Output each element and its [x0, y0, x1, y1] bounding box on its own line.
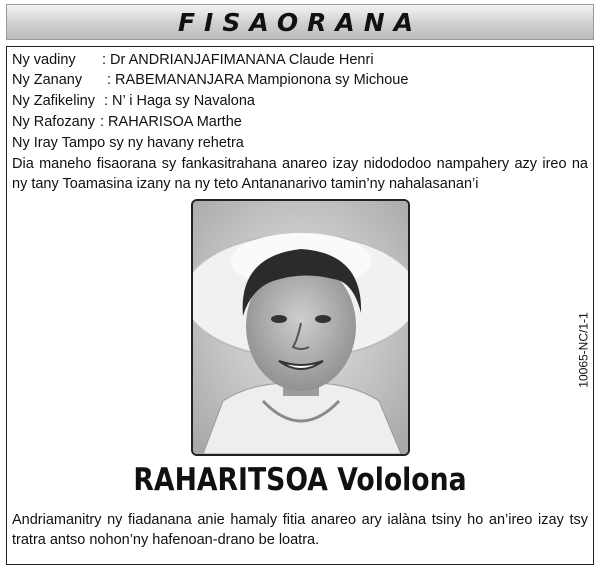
thanks-paragraph: Dia maneho fisaorana sy fankasitrahana anareo izay nidododoo nampahery azy ireo na ny tany Toamasina izany na ny teto Antananarivo tamin’ny nahalasanan’i [12, 156, 588, 192]
closing-paragraph: Andriamanitry ny fiadanana anie hamaly fitia anareo ary ialàna tsiny ho an’ireo izay tsy tratra antso nohon’ny hafenoan-drano be loatra. [12, 512, 588, 548]
family-row-in-law [12, 112, 242, 132]
family-value: : RABEMANANJARA Mampionona sy Michoue [107, 72, 409, 88]
relatives-line: Ny Iray Tampo sy ny havany rehetra [12, 135, 244, 151]
family-label: Ny Zanany [12, 72, 83, 88]
family-value: : N’ i Haga sy Navalona [104, 93, 255, 109]
family-label: Ny Rafozany [12, 114, 96, 130]
family-row-grandchildren [12, 91, 255, 111]
page-title: FISAORANA [177, 7, 423, 37]
family-row-children [12, 70, 408, 90]
family-row-spouse [12, 50, 374, 70]
header-banner [6, 4, 594, 40]
portrait-photo [191, 199, 410, 456]
family-label: Ny Zafikeliny [12, 93, 95, 109]
family-value: : RAHARISOA Marthe [100, 114, 242, 130]
family-value: : Dr ANDRIANJAFIMANANA Claude Henri [102, 52, 374, 68]
reference-code [574, 300, 594, 400]
portrait-icon [193, 201, 408, 454]
reference-code-text: 10065-NC/1-1 [577, 312, 591, 388]
family-label: Ny vadiny [12, 52, 76, 68]
deceased-name: RAHARITSOA Vololona [133, 462, 467, 498]
